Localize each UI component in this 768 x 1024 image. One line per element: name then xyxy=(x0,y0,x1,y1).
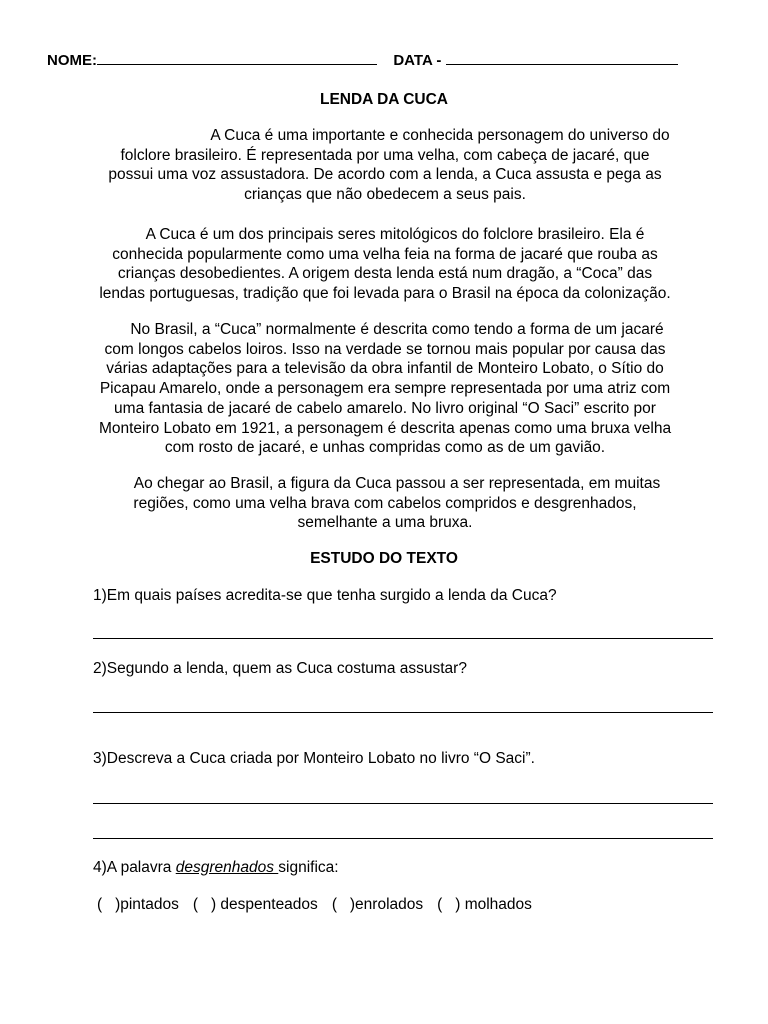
paragraph-line: crianças que não obedecem a seus pais. xyxy=(244,186,526,204)
paragraph-line: regiões, como uma velha brava com cabelos compridos e desgrenhados, xyxy=(133,494,637,512)
paragraph-line: com rosto de jacaré, e unhas compridas como as de um gavião. xyxy=(164,439,606,457)
paragraph-line: crianças desobedientes. A origem desta lenda está num dragão, a “Coca” das xyxy=(117,265,653,283)
paragraph-line: semelhante a uma bruxa. xyxy=(297,514,473,532)
question-2: 2)Segundo a lenda, quem as Cuca costuma assustar? xyxy=(93,660,467,677)
option-pintados[interactable]: ( )pintados xyxy=(97,896,179,913)
paragraph-2 xyxy=(40,225,730,304)
paragraph-line: A Cuca é uma importante e conhecida personagem do universo do xyxy=(210,127,670,144)
answer-line-3b[interactable] xyxy=(93,838,713,839)
date-label: DATA - xyxy=(393,52,442,69)
paragraph-line: Monteiro Lobato em 1921, a personagem é descrita apenas como uma bruxa velha xyxy=(98,419,672,437)
options-row xyxy=(97,896,546,914)
study-title: ESTUDO DO TEXTO xyxy=(310,550,458,567)
paragraph-line: possui uma voz assustadora. De acordo com a lenda, a Cuca assusta e pega as xyxy=(108,166,662,184)
paragraph-line: A Cuca é um dos principais seres mitológicos do folclore brasileiro. Ela é xyxy=(145,226,645,243)
paragraph-line: com longos cabelos loiros. Isso na verdade se tornou mais popular por causa das xyxy=(104,340,666,358)
question-4-suffix: significa: xyxy=(278,859,339,876)
question-4 xyxy=(93,859,339,877)
option-enrolados[interactable]: ( )enrolados xyxy=(331,896,424,913)
paragraph-1 xyxy=(40,126,730,205)
page-title: LENDA DA CUCA xyxy=(319,91,448,108)
date-field[interactable] xyxy=(446,52,678,65)
header-row xyxy=(47,52,678,69)
paragraph-line: folclore brasileiro. É representada por uma velha, com cabeça de jacaré, que xyxy=(120,146,650,164)
name-label: NOME: xyxy=(47,52,97,69)
paragraph-line: Picapau Amarelo, onde a personagem era sempre representada por uma atriz com xyxy=(99,380,671,398)
paragraph-line: lendas portuguesas, tradição que foi levada para o Brasil na época da colonização. xyxy=(99,285,671,303)
name-field[interactable] xyxy=(97,52,377,65)
paragraph-4 xyxy=(40,474,730,533)
paragraph-line: várias adaptações para a televisão da obra infantil de Monteiro Lobato, o Sítio do xyxy=(106,360,664,378)
paragraph-line: Ao chegar ao Brasil, a figura da Cuca passou a ser representada, em muitas xyxy=(133,475,661,492)
answer-line-3a[interactable] xyxy=(93,803,713,804)
answer-line-1[interactable] xyxy=(93,638,713,639)
question-4-word: desgrenhados xyxy=(175,859,279,876)
paragraph-3 xyxy=(40,320,730,458)
question-3: 3)Descreva a Cuca criada por Monteiro Lobato no livro “O Saci”. xyxy=(93,750,535,767)
question-1: 1)Em quais países acredita-se que tenha surgido a lenda da Cuca? xyxy=(93,587,557,604)
option-molhados[interactable]: ( ) molhados xyxy=(437,896,532,913)
answer-line-2[interactable] xyxy=(93,712,713,713)
paragraph-line: uma fantasia de jacaré de cabelo amarelo. No livro original “O Saci” escrito por xyxy=(114,399,656,417)
paragraph-line: No Brasil, a “Cuca” normalmente é descrita como tendo a forma de um jacaré xyxy=(130,321,664,338)
paragraph-line: conhecida popularmente como uma velha feia na forma de jacaré que rouba as xyxy=(112,245,658,263)
option-despenteados[interactable]: ( ) despenteados xyxy=(192,896,318,913)
question-4-prefix: 4)A palavra xyxy=(93,859,176,876)
